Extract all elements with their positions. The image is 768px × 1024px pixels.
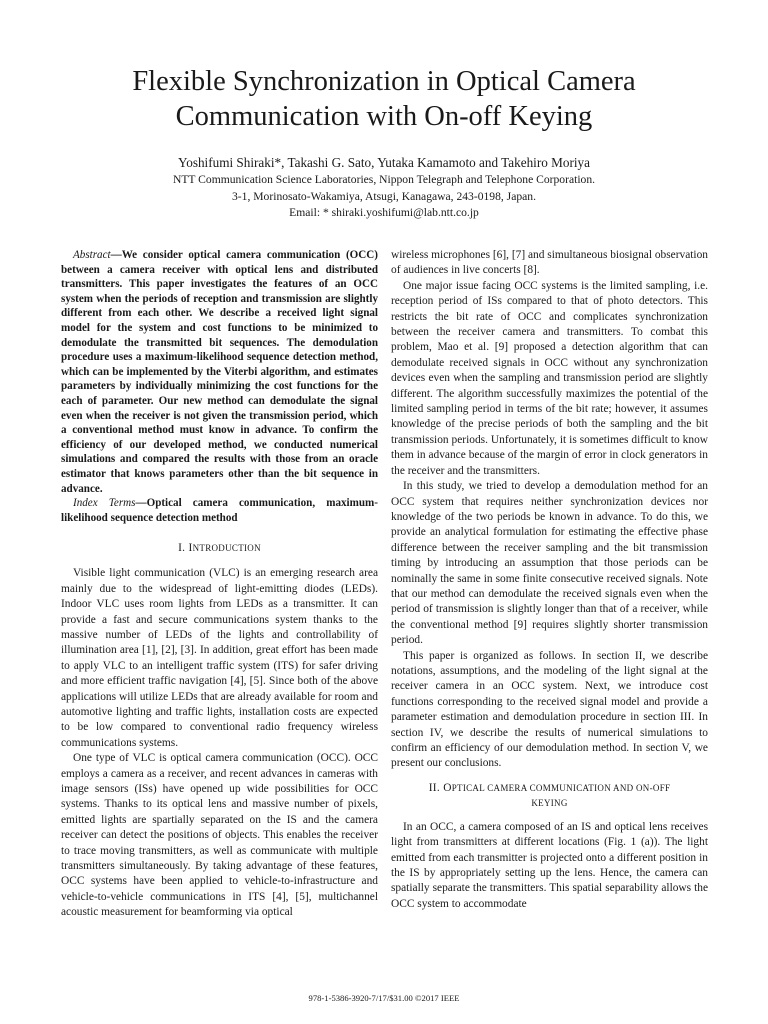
intro-paragraph-2-continued: wireless microphones [6], [7] and simultaneous biosignal observation of audiences in live concerts [8]. <box>391 249 708 277</box>
intro-paragraph-5: This paper is organized as follows. In section II, we describe notations, assumptions, and the modeling of the light signal at the receiver camera in an OCC system. Next, we introduce cost functions corresponding to the received signal model and provide a parameter estimation and demodulation procedure in section III. In section IV, we describe the results of numerical simulations to confirm an efficiency of our demodulation method. In section V, we present our conclusions. <box>391 649 708 770</box>
intro-paragraph-4: In this study, we tried to develop a demodulation method for an OCC system that requires neither synchronization devices nor knowledge of the two periods be known in advance. To do this, we provide an analytical formulation for estimating the effective phase difference between the receiver sampling and the bit transmission timing by introducing an assumption that those periods can be nominally the same in some finite consecutive received signals. Note that our method can demodulate the received signals even when the period of transmission is slightly longer than that of a receiver, while the conventional method [9] requires slightly shorter transmission period. <box>391 480 708 647</box>
paper-title <box>60 64 708 134</box>
address: 3-1, Morinosato-Wakamiya, Atsugi, Kanagawa, 243-0198, Japan. <box>232 189 536 203</box>
email: Email: * shiraki.yoshifumi@lab.ntt.co.jp <box>289 206 479 219</box>
occ-paragraph-1: In an OCC, a camera composed of an IS and optical lens receives light from transmitters at different locations (Fig. 1 (a)). The light emitted from each transmitter is projected onto a different position in the IS by appropriately setting up the lens. Hence, the camera can spatially separate the transmitters. This spatial separability allows the OCC system to accommodate <box>391 820 708 910</box>
right-column <box>391 248 708 912</box>
title-line-1: Flexible Synchronization in Optical Camera <box>132 66 636 97</box>
affiliation-block <box>60 172 708 222</box>
affiliation: NTT Communication Science Laboratories, Nippon Telegraph and Telephone Corporation. <box>172 173 596 186</box>
title-line-2: Communication with On-off Keying <box>175 101 593 132</box>
index-terms-label: Index Terms <box>73 497 136 510</box>
index-terms <box>61 496 378 525</box>
intro-paragraph-2: One type of VLC is optical camera communication (OCC). OCC employs a camera as a receiver, and recent advances in cameras with image sensors (ISs) have opened up wide possibilities for OCC systems. Thanks to its optical lens and massive number of pixels, emitted lights are spartially separated on the IS and the camera receiver can detect the positions of objects. This enables the receiver to trace moving transmitters, as well as communicate with multiple transmitters simultaneously. By taking advantage of these features, OCC systems have been applied to vehicle-to-infrastructure and vehicle-to-vehicle communications in ITS [4], [5], multichannel acoustic measurement for beamforming via optical <box>61 752 378 919</box>
left-column <box>61 248 378 921</box>
intro-paragraph-1: Visible light communication (VLC) is an emerging research area mainly due to the widespread of light-emitting diodes (LEDs). Indoor VLC uses room lights from LEDs as a transmitter. It can provide a fast and secure communications system thanks to the massive number of LEDs of the lights and controllability of illumination area [1], [2], [3]. In addition, great effort has been made to apply VLC to an intelligent traffic system (ITS) for safer driving and more efficient traffic navigation [4], [5]. Since both of the above applications will utilize LEDs that are already available for room and automotive lighting and traffic lights, installation costs are expected to be low compared to conventional radio frequency wireless communications systems. <box>61 567 378 749</box>
abstract-text: —We consider optical camera communication (OCC) between a camera receiver with optical lens and distributed transmitters. This paper investigates the features of an OCC system when the periods of reception and transmission are slightly different from each other. We describe a received light signal model for the system and cost functions to be minimized to demodulate the transmitted bit sequences. The demodulation procedure uses a maximum-likelihood sequence detection method, which can be implemented by the Viterbi algorithm, and estimates parameters by individually minimizing the cost functions for the each of parameter. Our new method can demodulate the signal even when the receiver is not given the transmission period, which a conventional method must know in advance. To confirm the efficiency of our developed method, we conducted numerical simulations and compared the results with those from an oracle estimator that knows parameters other than the bit sequence in advance. <box>61 249 378 495</box>
abstract <box>61 248 378 496</box>
index-terms-text: —Optical camera communication, maximum-likelihood sequence detection method <box>61 497 378 524</box>
author-list: Yoshifumi Shiraki*, Takashi G. Sato, Yutaka Kamamoto and Takehiro Moriya <box>178 155 590 170</box>
abstract-label: Abstract <box>73 249 111 261</box>
section-heading-introduction: I. INTRODUCTION <box>178 542 261 555</box>
section-heading-occ: II. OPTICAL CAMERA COMMUNICATION AND ON-OFF KEYING <box>428 781 671 808</box>
intro-paragraph-3: One major issue facing OCC systems is the limited sampling, i.e. reception period of ISs compared to that of photo detectors. This restricts the bit rate of OCC and complicates synchronization between the receiver camera and transmitters. To combat this problem, Mao et al. [9] proposed a detection algorithm that can demodulate received signals in OCC without any synchronization devices even when the sampling and transmission period are slightly different. The algorithm successfully maximizes the potential of the limited sampling period in terms of the bit rate; however, it assumes knowledge of the precise periods of both the sampling and the bit transmission periods. Unfortunately, it is sometimes difficult to know them in advance because of the margin of error in clock generators in the receiver and the transmitters. <box>391 279 708 477</box>
copyright-footer: 978-1-5386-3920-7/17/$31.00 ©2017 IEEE <box>308 993 460 1003</box>
